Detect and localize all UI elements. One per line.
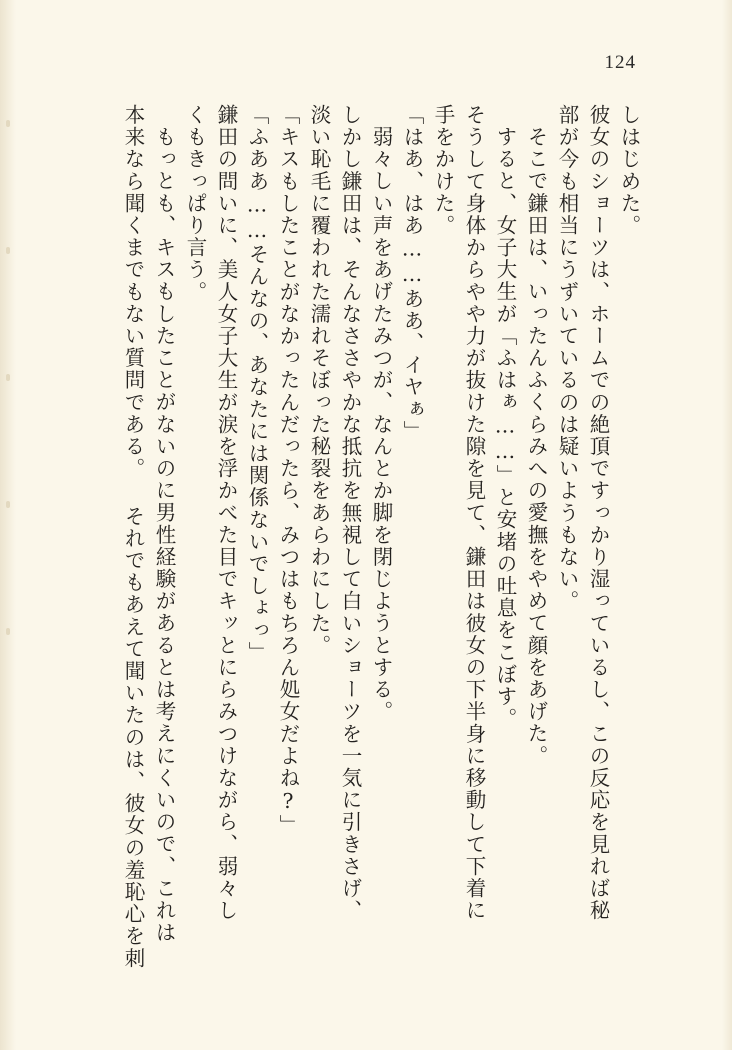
page-edge-marks — [6, 120, 12, 880]
text-line: 弱々しい声をあげたみつが、なんとか脚を閉じようとする。 — [369, 126, 393, 723]
edge-mark — [6, 120, 10, 127]
edge-mark — [6, 501, 10, 508]
text-line: 「ふああ……そんなの、あなたには関係ないでしょっ」 — [245, 104, 269, 664]
text-line: 本来なら聞くまでもない質問である。 それでもあえて聞いたのは、彼女の羞恥心を刺 — [121, 104, 145, 970]
text-line: そうして身体からやや力が抜けた隙を見て、鎌田は彼女の下半身に移動して下着に — [462, 104, 486, 922]
page-number: 124 — [604, 52, 636, 73]
text-line: 「はあ、はあ……ああ、イヤぁ」 — [400, 104, 424, 443]
text-line: 鎌田の問いに、美人女子大生が涙を浮かべた目でキッとにらみつけながら、弱々し — [214, 104, 238, 922]
text-line: 彼女のショーツは、ホームでの絶頂ですっかり湿っているし、この反応を見れば秘 — [586, 104, 610, 922]
edge-mark — [6, 247, 10, 254]
text-line: 手をかけた。 — [431, 104, 455, 237]
text-line: そこで鎌田は、いったんふくらみへの愛撫をやめて顔をあげた。 — [524, 126, 548, 767]
page-text-body — [88, 104, 644, 970]
text-line: 淡い恥毛に覆われた濡れそぼった秘裂をあらわにした。 — [307, 104, 331, 657]
text-line: くもきっぱり言う。 — [183, 104, 207, 303]
text-line: 部が今も相当にうずいているのは疑いようもない。 — [555, 104, 579, 613]
edge-mark — [6, 628, 10, 635]
text-line: しはじめた。 — [617, 104, 641, 237]
text-line: もっとも、キスもしたことがないのに男性経験があるとは考えにくいので、これは — [152, 126, 176, 944]
text-line: 「キスもしたことがなかったんだったら、みつはもちろん処女だよね?」 — [276, 104, 300, 837]
edge-mark — [6, 374, 10, 381]
text-line: すると、女子大生が「ふはぁ……」と安堵の吐息をこぼす。 — [493, 126, 517, 730]
text-line: しかし鎌田は、そんなささやかな抵抗を無視して白いショーツを一気に引きさげ、 — [338, 104, 362, 922]
